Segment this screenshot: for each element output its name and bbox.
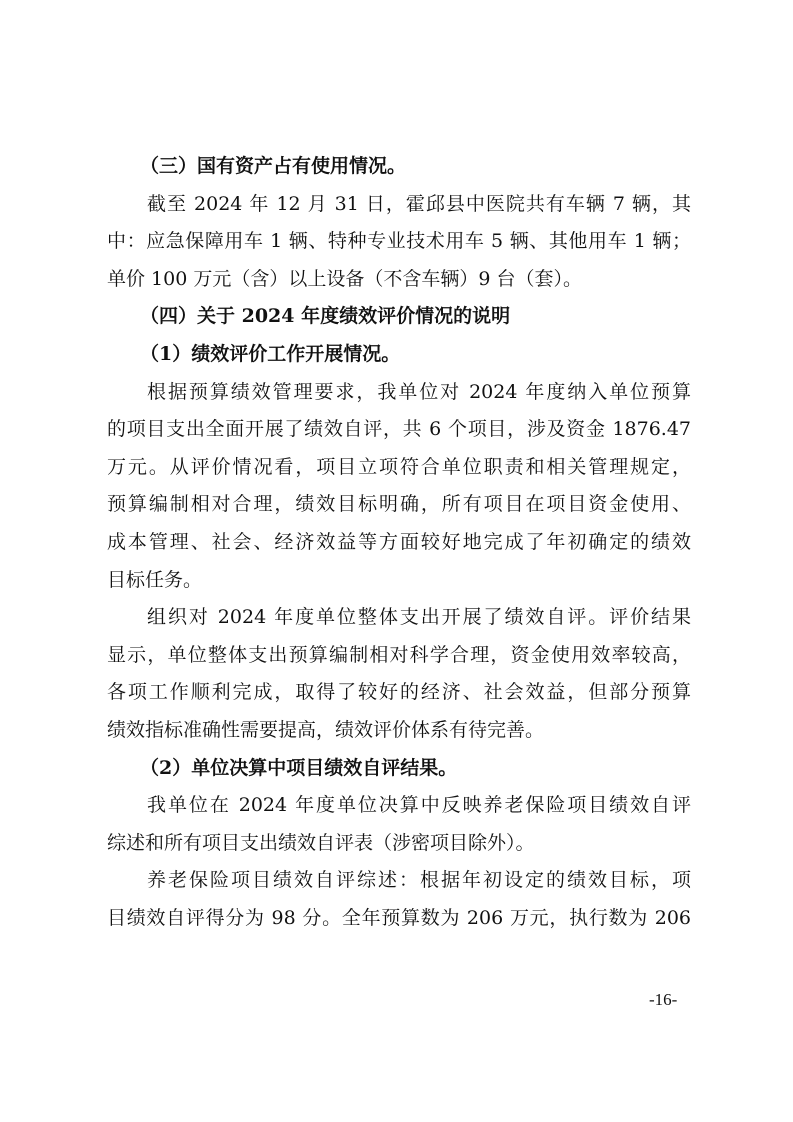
subsection-1-para-1-line-6: 目标任务。 [107, 568, 203, 591]
subsection-1-para-2-line-4: 绩效指标准确性需要提高，绩效评价体系有待完善。 [107, 718, 545, 741]
subsection-2-para-1-line-1: 我单位在 2024 年度单位决算中反映养老保险项目绩效自评 [147, 794, 691, 817]
subsection-1-para-1-line-3: 万元。从评价情况看，项目立项符合单位职责和相关管理规定， [107, 455, 691, 478]
subsection-2-para-1-line-2: 综述和所有项目支出绩效自评表（涉密项目除外）。 [107, 831, 535, 854]
section-3-line-3: 单价 100 万元（含）以上设备（不含车辆）9 台（套）。 [107, 267, 582, 290]
page-number: -16- [649, 990, 678, 1009]
section-3-line-1: 截至 2024 年 12 月 31 日，霍邱县中医院共有车辆 7 辆，其 [147, 192, 691, 215]
subsection-1-para-2-line-3: 各项工作顺利完成，取得了较好的经济、社会效益，但部分预算 [107, 681, 691, 704]
subsection-1-para-1-line-2: 的项目支出全面开展了绩效自评，共 6 个项目，涉及资金 1876.47 [107, 418, 691, 441]
subsection-1-para-2-line-1: 组织对 2024 年度单位整体支出开展了绩效自评。评价结果 [147, 606, 691, 629]
section-4-heading: （四）关于 2024 年度绩效评价情况的说明 [140, 305, 511, 328]
subsection-2-heading: （2）单位决算中项目绩效自评结果。 [140, 756, 458, 779]
subsection-2-para-2-line-2: 目绩效自评得分为 98 分。全年预算数为 206 万元，执行数为 206 [107, 906, 691, 929]
section-3-line-2: 中：应急保障用车 1 辆、特种专业技术用车 5 辆、其他用车 1 辆； [107, 230, 691, 253]
subsection-1-para-1-line-5: 成本管理、社会、经济效益等方面较好地完成了年初确定的绩效 [107, 530, 691, 553]
subsection-1-para-1-line-4: 预算编制相对合理，绩效目标明确，所有项目在项目资金使用、 [107, 493, 691, 516]
subsection-2-para-2-line-1: 养老保险项目绩效自评综述：根据年初设定的绩效目标，项 [147, 869, 691, 892]
subsection-1-heading: （1）绩效评价工作开展情况。 [140, 342, 401, 365]
document-body [107, 148, 691, 937]
section-3-heading: （三）国有资产占有使用情况。 [140, 155, 407, 177]
subsection-1-para-2-line-2: 显示，单位整体支出预算编制相对科学合理，资金使用效率较高， [107, 643, 691, 666]
subsection-1-para-1-line-1: 根据预算绩效管理要求，我单位对 2024 年度纳入单位预算 [147, 380, 691, 403]
